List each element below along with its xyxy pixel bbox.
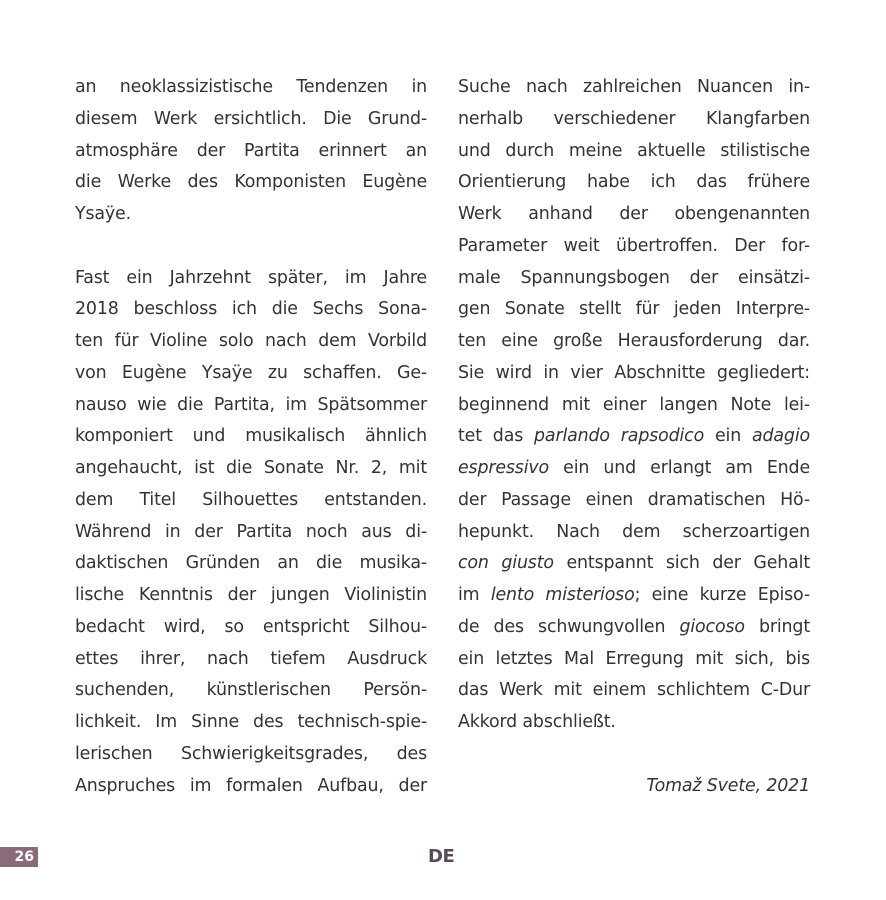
author-signature: Tomaž Svete, 2021 xyxy=(646,775,810,796)
text-line: Werk anhand der obengenannten xyxy=(458,204,810,224)
text-line: gen Sonate stellt für jeden Interpre- xyxy=(458,299,810,320)
text-run: entspannt sich der Gehalt xyxy=(553,553,810,574)
text-line: 2018 beschloss ich die Sechs Sona- xyxy=(75,299,427,320)
text-run: ; eine kurze Episo- xyxy=(634,585,811,605)
text-line: ten eine große Herausforderung dar. xyxy=(458,331,810,351)
text-line: Fast ein Jahrzehnt später, im Jahre xyxy=(75,267,427,288)
text-line: Orientierung habe ich das frühere xyxy=(458,172,810,193)
text-line: an neoklassizistische Tendenzen in xyxy=(75,77,427,97)
text-line: beginnend mit einer langen Note lei- xyxy=(458,394,810,415)
text-line: Suche nach zahlreichen Nuancen in- xyxy=(458,77,810,97)
text-line: die Werke des Komponisten Eugène xyxy=(75,172,427,193)
text-line: dem Titel Silhouettes entstanden. xyxy=(75,489,427,510)
text-line: komponiert und musikalisch ähnlich xyxy=(75,426,427,447)
text-run: ein xyxy=(704,426,753,447)
text-line: suchenden, künstlerischen Persön- xyxy=(75,680,427,701)
text-line: von Eugène Ysaÿe zu schaffen. Ge- xyxy=(75,362,427,383)
italic-term-con-giusto: con giusto xyxy=(458,553,554,574)
text-line: nauso wie die Partita, im Spätsommer xyxy=(75,394,427,415)
italic-term-giocoso: giocoso xyxy=(679,616,745,637)
text-line xyxy=(458,548,810,580)
text-line: Akkord abschließt. xyxy=(458,712,616,732)
italic-term-adagio: adagio xyxy=(752,426,810,447)
text-line xyxy=(458,580,810,612)
text-line: lische Kenntnis der jungen Violinistin xyxy=(75,585,427,605)
text-line: der Passage einen dramatischen Hö- xyxy=(458,489,810,510)
text-line: und durch meine aktuelle stilistische xyxy=(458,140,810,161)
text-line: hepunkt. Nach dem scherzoartigen xyxy=(458,521,810,542)
text-line: lerischen Schwierigkeitsgrades, des xyxy=(75,743,427,764)
paragraph-3 xyxy=(458,72,810,739)
text-line: male Spannungsbogen der einsätzi- xyxy=(458,267,810,288)
text-line: lichkeit. Im Sinne des technisch-spie- xyxy=(75,712,427,732)
text-line: daktischen Gründen an die musika- xyxy=(75,553,427,574)
italic-term-parlando-rapsodico: parlando rapsodico xyxy=(534,426,705,447)
text-line xyxy=(458,453,810,485)
left-column xyxy=(75,72,427,802)
text-line: diesem Werk ersichtlich. Die Grund- xyxy=(75,108,427,129)
text-run: tet das xyxy=(458,426,535,447)
paragraph-gap xyxy=(458,739,810,771)
text-line xyxy=(458,612,810,644)
italic-term-lento-misterioso: lento misterioso xyxy=(490,585,635,605)
text-line: atmosphäre der Partita erinnert an xyxy=(75,140,427,161)
text-run: ein und erlangt am Ende xyxy=(549,458,810,478)
text-line: ein letztes Mal Erregung mit sich, bis xyxy=(458,648,810,669)
language-label: DE xyxy=(428,846,455,867)
paragraph-gap xyxy=(75,231,427,263)
text-line: Parameter weit übertroffen. Der for- xyxy=(458,235,810,256)
text-run: im xyxy=(458,585,491,605)
text-line: Sie wird in vier Abschnitte gegliedert: xyxy=(458,362,810,383)
text-line: Ysaÿe. xyxy=(75,204,131,224)
text-line xyxy=(458,421,810,453)
text-line: ten für Violine solo nach dem Vorbild xyxy=(75,331,427,351)
text-line: angehaucht, ist die Sonate Nr. 2, mit xyxy=(75,458,427,478)
text-run: de des schwungvollen xyxy=(458,616,680,637)
text-line: Während in der Partita noch aus di- xyxy=(75,521,427,542)
text-run: bringt xyxy=(744,616,810,637)
text-line: nerhalb verschiedener Klangfarben xyxy=(458,108,810,129)
text-line: ettes ihrer, nach tiefem Ausdruck xyxy=(75,648,427,669)
paragraph-1 xyxy=(75,72,427,231)
paragraph-2 xyxy=(75,263,427,803)
text-line: bedacht wird, so entspricht Silhou- xyxy=(75,616,427,637)
page-number-badge: 26 xyxy=(0,847,38,867)
right-column xyxy=(458,72,810,802)
text-line: das Werk mit einem schlichtem C-Dur xyxy=(458,680,810,701)
italic-term-espressivo: espressivo xyxy=(458,458,550,478)
text-line: Anspruches im formalen Aufbau, der xyxy=(75,775,427,796)
